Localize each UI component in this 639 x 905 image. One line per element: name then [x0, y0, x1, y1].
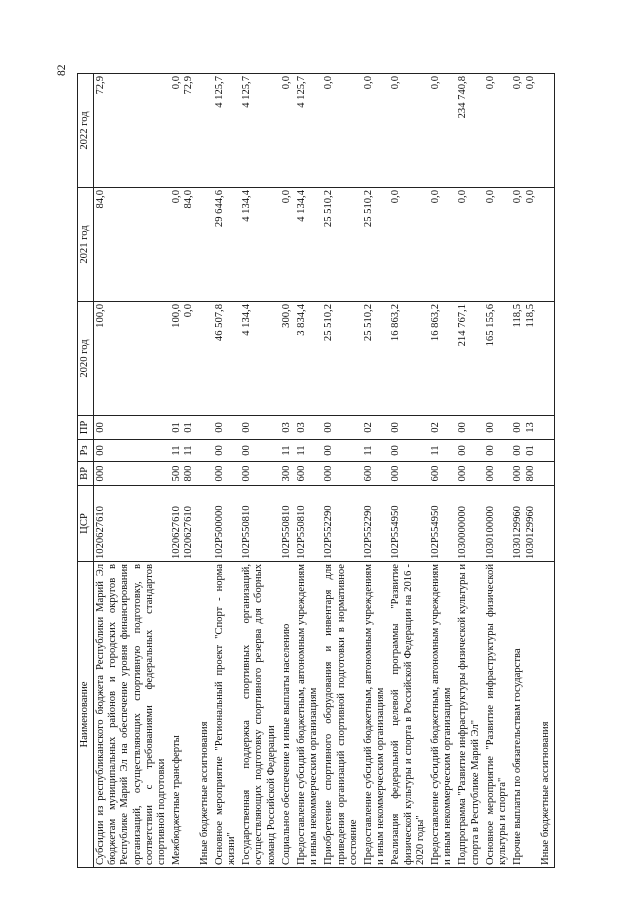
row-name-cell: Основное мероприятие "Региональный проект "Спорт - норма жизни": [213, 562, 240, 868]
cell-value: 118,5: [512, 304, 524, 328]
cell-value: 13: [524, 422, 536, 433]
cell-value: 11: [183, 445, 195, 456]
rz-cell: [539, 440, 555, 462]
amount-2022-cell: [170, 74, 197, 188]
cell-value: 000: [241, 465, 253, 482]
cell-value: 16 863,2: [430, 304, 442, 342]
amount-2020-cell: [280, 302, 295, 416]
cell-value: 214 767,1: [457, 304, 469, 347]
row-name-cell: Субсидии из республиканского бюджета Республики Марий Эл бюджетам муниципальных районов и городских округов в Республике Марий Эл на обеспечение уровня финансирования организаций, осуществляющих спортивную подготовку, в соответствии с требованиями федеральных стандартов спортивной подготовки: [94, 562, 171, 868]
csr-cell: [484, 486, 511, 562]
cell-value: 11: [363, 445, 375, 456]
cell-value: 300,0: [280, 304, 292, 328]
cell-value: 102P554950: [390, 505, 402, 559]
amount-2022-cell: [94, 74, 171, 188]
row-name-cell: Основное мероприятие "Развитие инфраструктуры физической культуры и спорта": [484, 562, 511, 868]
page-number: 82: [56, 64, 68, 76]
cell-value: 1020627610: [183, 506, 195, 559]
table-row: [539, 74, 555, 868]
cell-value: 500: [171, 465, 183, 482]
cell-value: 1030129960: [512, 506, 524, 559]
cell-value: 1030129960: [524, 506, 536, 559]
vr-cell: [170, 462, 197, 486]
cell-value: 29 644,6: [213, 190, 225, 228]
rz-cell: [429, 440, 456, 462]
csr-cell: [429, 486, 456, 562]
cell-value: 102P552290: [363, 505, 375, 559]
row-name-cell: Предоставление субсидий бюджетным, автономным учреждениям и иным некоммерческим организациям: [295, 562, 322, 868]
csr-cell: [539, 486, 555, 562]
header-pr: ПР: [78, 416, 94, 440]
table-header-row: [78, 74, 94, 868]
cell-value: 01: [524, 445, 536, 456]
cell-value: 00: [390, 445, 402, 456]
cell-value: 0,0: [430, 76, 442, 90]
amount-2021-cell: [362, 188, 389, 302]
cell-value: 800: [524, 465, 536, 482]
header-vr: ВР: [78, 462, 94, 486]
pr-cell: [456, 416, 483, 440]
cell-value: 01: [171, 422, 183, 433]
cell-value: 100,0: [171, 304, 183, 328]
amount-2022-cell: [295, 74, 322, 188]
rz-cell: [322, 440, 362, 462]
amount-2021-cell: [198, 188, 213, 302]
cell-value: 102P550810: [296, 505, 308, 559]
amount-2020-cell: [94, 302, 171, 416]
table-body: [94, 74, 555, 868]
amount-2021-cell: [240, 188, 280, 302]
vr-cell: [295, 462, 322, 486]
cell-value: 0,0: [484, 76, 496, 90]
cell-value: 84,0: [183, 190, 195, 209]
cell-value: 00: [323, 422, 335, 433]
pr-cell: [511, 416, 538, 440]
cell-value: 11: [430, 445, 442, 456]
cell-value: 0,0: [171, 76, 183, 90]
cell-value: 1020627610: [95, 506, 106, 559]
cell-value: 102P554950: [430, 505, 442, 559]
amount-2021-cell: [429, 188, 456, 302]
amount-2020-cell: [362, 302, 389, 416]
table-row: [511, 74, 538, 868]
amount-2021-cell: [322, 188, 362, 302]
amount-2020-cell: [170, 302, 197, 416]
cell-value: 11: [171, 445, 183, 456]
amount-2021-cell: [94, 188, 171, 302]
cell-value: 0,0: [430, 190, 442, 204]
amount-2022-cell: [484, 74, 511, 188]
cell-value: 0,0: [171, 190, 183, 204]
cell-value: 000: [95, 465, 106, 482]
cell-value: 1030100000: [484, 506, 496, 559]
pr-cell: [94, 416, 171, 440]
rz-cell: [456, 440, 483, 462]
cell-value: 3 834,4: [296, 304, 308, 336]
rz-cell: [94, 440, 171, 462]
cell-value: 0,0: [363, 76, 375, 90]
cell-value: 25 510,2: [323, 304, 335, 342]
cell-value: 102P500000: [213, 505, 225, 559]
table-row: [295, 74, 322, 868]
table-row: [389, 74, 429, 868]
amount-2020-cell: [389, 302, 429, 416]
rz-cell: [280, 440, 295, 462]
header-csr: ЦСР: [78, 486, 94, 562]
cell-value: 00: [512, 445, 524, 456]
vr-cell: [389, 462, 429, 486]
csr-cell: [94, 486, 171, 562]
pr-cell: [429, 416, 456, 440]
cell-value: 00: [484, 422, 496, 433]
cell-value: 25 510,2: [363, 304, 375, 342]
amount-2021-cell: [539, 188, 555, 302]
cell-value: 000: [457, 465, 469, 482]
cell-value: 00: [95, 422, 106, 433]
table-row: [213, 74, 240, 868]
amount-2022-cell: [511, 74, 538, 188]
vr-cell: [539, 462, 555, 486]
row-name-cell: Предоставление субсидий бюджетным, автономным учреждениям и иным некоммерческим организациям: [362, 562, 389, 868]
cell-value: 600: [296, 465, 308, 482]
cell-value: 4 134,4: [241, 304, 253, 336]
cell-value: 0,0: [390, 190, 402, 204]
amount-2022-cell: [198, 74, 213, 188]
rz-cell: [484, 440, 511, 462]
table-row: [170, 74, 197, 868]
header-2020: 2020 год: [78, 302, 94, 416]
cell-value: 4 125,7: [241, 76, 253, 108]
cell-value: 165 155,6: [484, 304, 496, 347]
cell-value: 4 125,7: [296, 76, 308, 108]
row-name-cell: Реализация федеральной целевой программы "Развитие физической культуры и спорта в Российской Федерации на 2016 - 2020 годы": [389, 562, 429, 868]
rz-cell: [213, 440, 240, 462]
pr-cell: [539, 416, 555, 440]
csr-cell: [213, 486, 240, 562]
amount-2020-cell: [240, 302, 280, 416]
csr-cell: [511, 486, 538, 562]
amount-2022-cell: [362, 74, 389, 188]
amount-2022-cell: [389, 74, 429, 188]
cell-value: 00: [323, 445, 335, 456]
vr-cell: [280, 462, 295, 486]
cell-value: 00: [512, 422, 524, 433]
row-name-cell: Подпрограмма "Развитие инфраструктуры физической культуры и спорта в Республике Марий Эл": [456, 562, 483, 868]
cell-value: 800: [183, 465, 195, 482]
cell-value: 0,0: [390, 76, 402, 90]
cell-value: 00: [457, 422, 469, 433]
header-rz: Рз: [78, 440, 94, 462]
cell-value: 72,9: [95, 76, 106, 95]
cell-value: 1030000000: [457, 506, 469, 559]
pr-cell: [484, 416, 511, 440]
cell-value: 000: [213, 465, 225, 482]
cell-value: 4 134,4: [241, 190, 253, 222]
cell-value: 00: [457, 445, 469, 456]
vr-cell: [362, 462, 389, 486]
cell-value: 000: [512, 465, 524, 482]
cell-value: 0,0: [280, 76, 292, 90]
pr-cell: [389, 416, 429, 440]
vr-cell: [322, 462, 362, 486]
amount-2022-cell: [280, 74, 295, 188]
amount-2021-cell: [295, 188, 322, 302]
table-row: [362, 74, 389, 868]
pr-cell: [322, 416, 362, 440]
cell-value: 1020627610: [171, 506, 183, 559]
cell-value: 00: [390, 422, 402, 433]
row-name-cell: Прочие выплаты по обязательствам государства: [511, 562, 538, 868]
amount-2020-cell: [539, 302, 555, 416]
pr-cell: [280, 416, 295, 440]
amount-2020-cell: [295, 302, 322, 416]
row-name-cell: Приобретение спортивного оборудования и инвентаря для приведения организаций спортивной подготовки в нормативное состояние: [322, 562, 362, 868]
cell-value: 00: [213, 445, 225, 456]
cell-value: 4 134,4: [296, 190, 308, 222]
amount-2021-cell: [456, 188, 483, 302]
rz-cell: [170, 440, 197, 462]
cell-value: 84,0: [95, 190, 106, 209]
cell-value: 0,0: [512, 76, 524, 90]
csr-cell: [456, 486, 483, 562]
amount-2021-cell: [511, 188, 538, 302]
cell-value: 0,0: [524, 190, 536, 204]
cell-value: 25 510,2: [323, 190, 335, 228]
cell-value: 03: [280, 422, 292, 433]
cell-value: 01: [183, 422, 195, 433]
vr-cell: [198, 462, 213, 486]
vr-cell: [484, 462, 511, 486]
cell-value: 11: [280, 445, 292, 456]
cell-value: 72,9: [183, 76, 195, 95]
amount-2021-cell: [213, 188, 240, 302]
csr-cell: [198, 486, 213, 562]
table-row: [280, 74, 295, 868]
cell-value: 100,0: [95, 304, 106, 328]
cell-value: 00: [213, 422, 225, 433]
cell-value: 11: [296, 445, 308, 456]
row-name-cell: Социальное обеспечение и иные выплаты населению: [280, 562, 295, 868]
table-row: [456, 74, 483, 868]
cell-value: 234 740,8: [457, 76, 469, 119]
amount-2020-cell: [511, 302, 538, 416]
pr-cell: [198, 416, 213, 440]
amount-2021-cell: [484, 188, 511, 302]
cell-value: 102P550810: [241, 505, 253, 559]
cell-value: 118,5: [524, 304, 536, 328]
cell-value: 16 863,2: [390, 304, 402, 342]
rz-cell: [240, 440, 280, 462]
amount-2022-cell: [429, 74, 456, 188]
cell-value: 02: [430, 422, 442, 433]
vr-cell: [429, 462, 456, 486]
amount-2021-cell: [170, 188, 197, 302]
cell-value: 46 507,8: [213, 304, 225, 342]
csr-cell: [295, 486, 322, 562]
cell-value: 00: [484, 445, 496, 456]
cell-value: 300: [280, 465, 292, 482]
table-row: [240, 74, 280, 868]
cell-value: 00: [241, 445, 253, 456]
header-2022: 2022 год: [78, 74, 94, 188]
budget-table: [77, 73, 555, 868]
header-2021: 2021 год: [78, 188, 94, 302]
cell-value: 600: [430, 465, 442, 482]
row-name-cell: Иные бюджетные ассигнования: [539, 562, 555, 868]
cell-value: 0,0: [512, 190, 524, 204]
amount-2020-cell: [198, 302, 213, 416]
cell-value: 000: [390, 465, 402, 482]
header-name: Наименование: [78, 562, 94, 868]
amount-2022-cell: [322, 74, 362, 188]
table-row: [429, 74, 456, 868]
rotated-table-container: [77, 74, 555, 868]
cell-value: 102P550810: [280, 505, 292, 559]
vr-cell: [240, 462, 280, 486]
pr-cell: [362, 416, 389, 440]
amount-2020-cell: [429, 302, 456, 416]
amount-2021-cell: [280, 188, 295, 302]
table-row: [484, 74, 511, 868]
vr-cell: [94, 462, 171, 486]
cell-value: 000: [323, 465, 335, 482]
amount-2021-cell: [389, 188, 429, 302]
csr-cell: [240, 486, 280, 562]
amount-2020-cell: [213, 302, 240, 416]
cell-value: 4 125,7: [213, 76, 225, 108]
csr-cell: [170, 486, 197, 562]
cell-value: 00: [95, 445, 106, 456]
cell-value: 0,0: [524, 76, 536, 90]
cell-value: 00: [241, 422, 253, 433]
rz-cell: [362, 440, 389, 462]
amount-2022-cell: [539, 74, 555, 188]
amount-2020-cell: [484, 302, 511, 416]
cell-value: 02: [363, 422, 375, 433]
vr-cell: [213, 462, 240, 486]
csr-cell: [389, 486, 429, 562]
cell-value: 102P552290: [323, 505, 335, 559]
amount-2022-cell: [213, 74, 240, 188]
rz-cell: [511, 440, 538, 462]
pr-cell: [170, 416, 197, 440]
row-name-cell: Иные бюджетные ассигнования: [198, 562, 213, 868]
amount-2022-cell: [456, 74, 483, 188]
csr-cell: [362, 486, 389, 562]
pr-cell: [295, 416, 322, 440]
row-name-cell: Государственная поддержка спортивных организаций, осуществляющих подготовку спортивного резерва для сборных команд Российской Федерации: [240, 562, 280, 868]
table-row: [94, 74, 171, 868]
rz-cell: [295, 440, 322, 462]
vr-cell: [456, 462, 483, 486]
cell-value: 0,0: [280, 190, 292, 204]
cell-value: 25 510,2: [363, 190, 375, 228]
cell-value: 000: [484, 465, 496, 482]
row-name-cell: Межбюджетные трансферты: [170, 562, 197, 868]
amount-2020-cell: [322, 302, 362, 416]
cell-value: 0,0: [323, 76, 335, 90]
amount-2020-cell: [456, 302, 483, 416]
table-row: [322, 74, 362, 868]
vr-cell: [511, 462, 538, 486]
cell-value: 03: [296, 422, 308, 433]
rz-cell: [198, 440, 213, 462]
rz-cell: [389, 440, 429, 462]
cell-value: 0,0: [457, 190, 469, 204]
cell-value: 600: [363, 465, 375, 482]
pr-cell: [213, 416, 240, 440]
amount-2022-cell: [240, 74, 280, 188]
csr-cell: [322, 486, 362, 562]
cell-value: 0,0: [484, 190, 496, 204]
row-name-cell: Предоставление субсидий бюджетным, автономным учреждениям и иным некоммерческим организациям: [429, 562, 456, 868]
cell-value: 0,0: [183, 304, 195, 318]
csr-cell: [280, 486, 295, 562]
table-row: [198, 74, 213, 868]
pr-cell: [240, 416, 280, 440]
